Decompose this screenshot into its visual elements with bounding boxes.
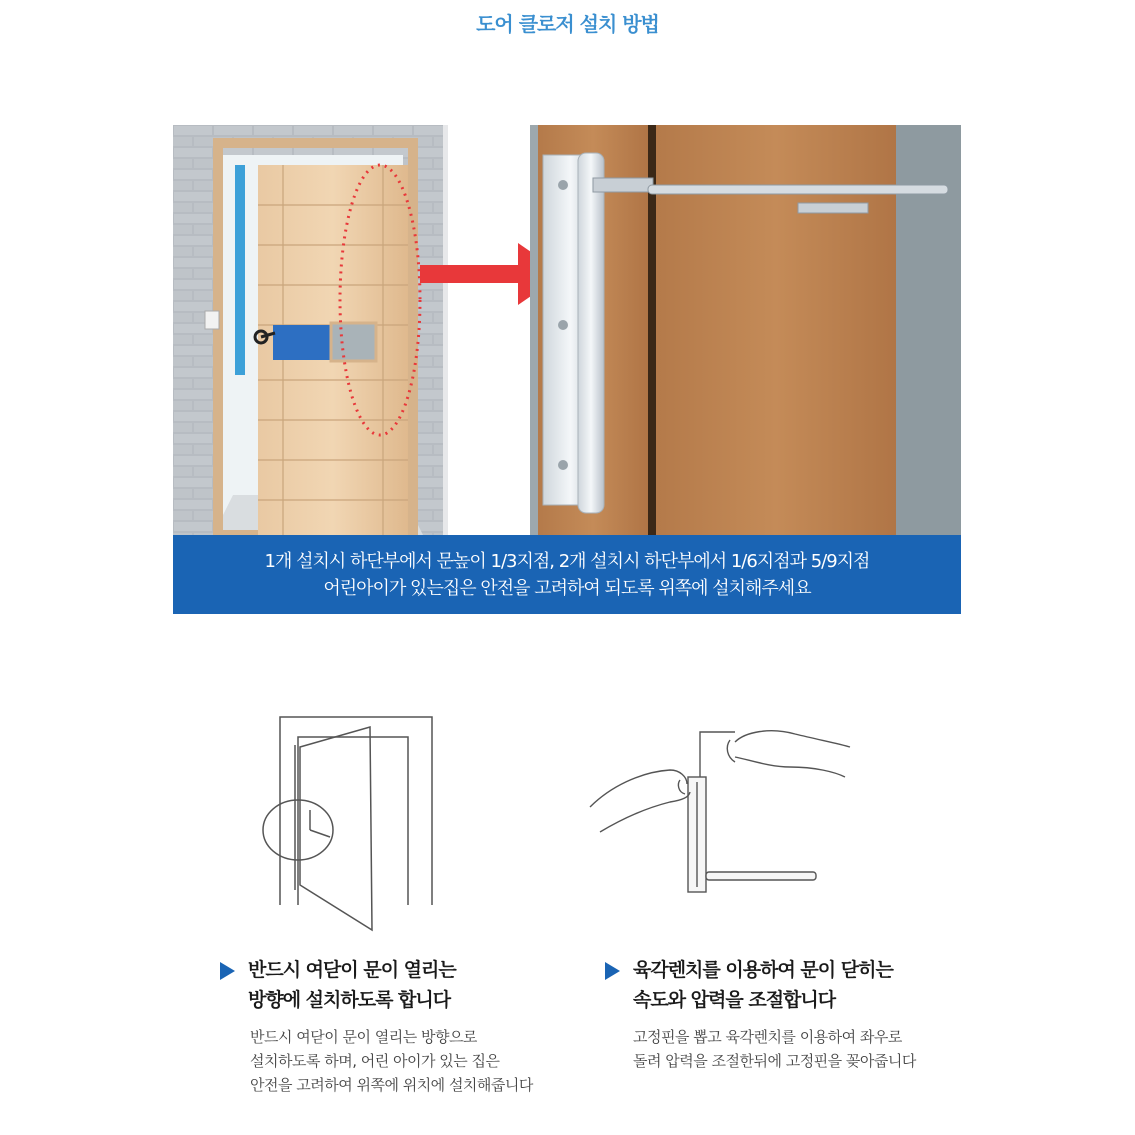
step-1-desc-line-2: 설치하도록 하며, 어린 아이가 있는 집은 (250, 1052, 500, 1070)
banner-line-1: 1개 설치시 하단부에서 문높이 1/3지점, 2개 설치시 하단부에서 1/6지점과 5/9지점 (264, 551, 870, 572)
installation-photos (173, 125, 961, 535)
door-direction-sketch (260, 705, 440, 935)
install-position-banner (173, 535, 961, 614)
banner-line-2: 어린아이가 있는집은 안전을 고려하여 되도록 위쪽에 설치해주세요 (323, 578, 811, 599)
bullet-triangle-icon (220, 962, 235, 980)
step-1-description (250, 1025, 533, 1097)
step-1-heading-line-1: 반드시 여닫이 문이 열리는 (248, 959, 456, 981)
page-title: 도어 클로저 설치 방법 (476, 12, 659, 36)
step-1-desc-line-1: 반드시 여닫이 문이 열리는 방향으로 (250, 1028, 477, 1046)
installation-photo-illustration (173, 125, 961, 535)
step-2-heading (633, 955, 893, 1015)
step-1-heading (248, 955, 456, 1015)
step-1-heading-line-2: 방향에 설치하도록 합니다 (248, 989, 451, 1011)
door-closer-photo (530, 125, 961, 535)
door-photo (173, 125, 448, 535)
step-2-heading-line-2: 속도와 압력을 조절합니다 (633, 989, 836, 1011)
step-1-desc-line-3: 안전을 고려하여 위쪽에 위치에 설치해줍니다 (250, 1076, 533, 1094)
step-2-description (633, 1025, 916, 1073)
hex-wrench-sketch (585, 722, 860, 912)
step-2-desc-line-2: 돌려 압력을 조절한뒤에 고정핀을 꽂아줍니다 (633, 1052, 916, 1070)
bullet-triangle-icon (605, 962, 620, 980)
step-2-desc-line-1: 고정핀을 뽑고 육각렌치를 이용하여 좌우로 (633, 1028, 902, 1046)
step-2-heading-line-1: 육각렌치를 이용하여 문이 닫히는 (633, 959, 893, 981)
